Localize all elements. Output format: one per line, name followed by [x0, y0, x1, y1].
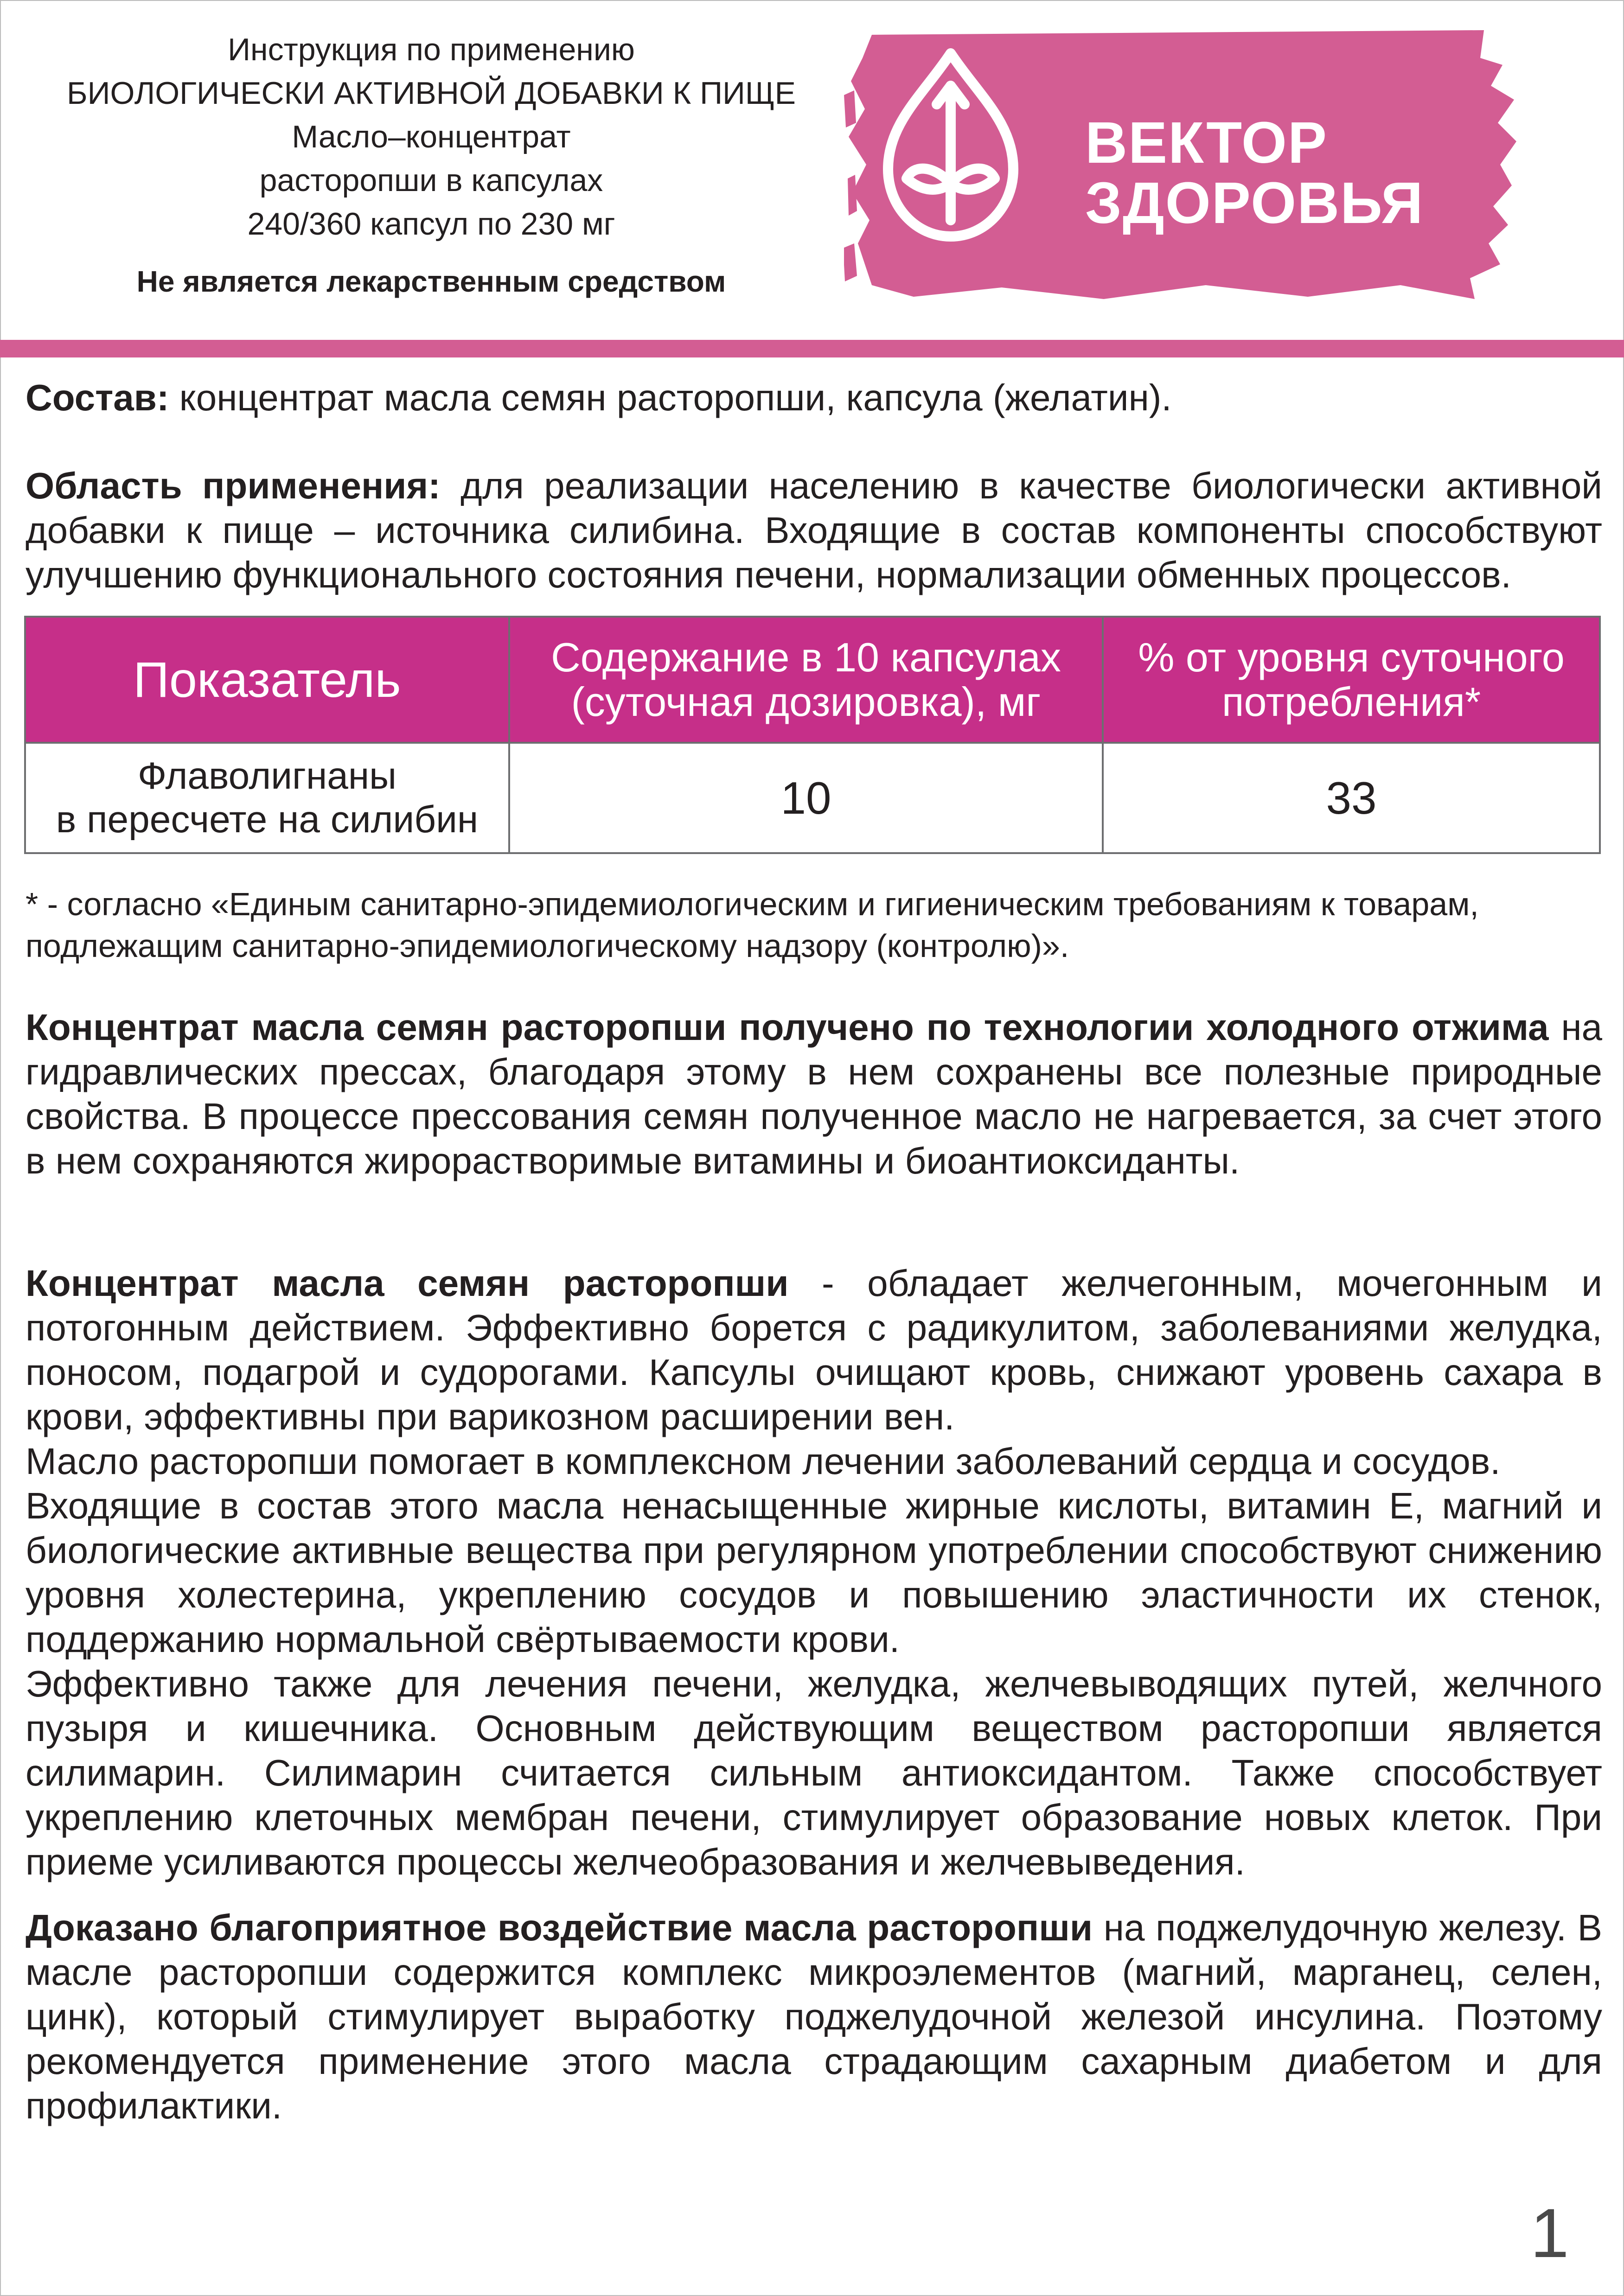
- table-header-content-line-2: (суточная дозировка), мг: [571, 679, 1041, 725]
- table-header-indicator-text: Показатель: [133, 651, 401, 708]
- table-row-indicator-line-1: Флаволигнаны: [137, 755, 397, 797]
- pancreas-bold-lead: Доказано благоприятное воздействие масла расторопши: [26, 1907, 1093, 1948]
- composition-label: Состав:: [26, 377, 169, 418]
- table-header-content: [510, 618, 1102, 742]
- brush-speckle: [844, 90, 857, 281]
- properties-text: - обладает желчегонным, мочегонным и потогонным действием. Эффективно борется с радикулитом, заболеваниями желудка, поносом, подагрой и судорогами. Капсулы очищают кровь, снижают уровень сахара в крови, эффективны при варикозном расширении вен.: [26, 1263, 1602, 1437]
- cold-press-bold-lead: Концентрат масла семян расторопши получено по технологии холодного отжима: [26, 1007, 1549, 1048]
- table-footnote: * - согласно «Единым санитарно-эпидемиологическим и гигиеническим требованиям к товарам, подлежащим санитарно-эпидемиологическому надзору (контролю)».: [26, 886, 1479, 964]
- table-header-percent: [1104, 618, 1599, 742]
- table-header-percent-line-2: потребления*: [1221, 679, 1481, 725]
- pancreas-text: на поджелудочную железу. В масле расторопши содержится комплекс микроэлементов (магний, марганец, селен, цинк), который стимулирует выработку поджелудочной железой инсулина. Поэтому рекомендуется применение этого масла страдающим сахарным диабетом и для профилактики.: [26, 1907, 1602, 2126]
- page-number: 1: [1530, 2194, 1569, 2272]
- application-text: для реализации населению в качестве биологически активной добавки к пище – источника силибина. Входящие в состав компоненты способствуют улучшению функционального состояния печени, нормализации обменных процессов.: [26, 465, 1602, 595]
- logo-word-vektor: ВЕКТОР: [1085, 110, 1328, 175]
- composition-paragraph: [26, 376, 1602, 420]
- table-row-percent-text: 33: [1326, 772, 1377, 823]
- application-paragraph: [26, 464, 1602, 597]
- properties-line-3: Входящие в состав этого масла ненасыщенные жирные кислоты, витамин Е, магний и биологические активные вещества при регулярном употреблении способствуют снижению уровня холестерина, укреплению сосудов и повышению эластичности их стенок, поддержанию нормальной свёртываемости крови.: [26, 1485, 1602, 1660]
- properties-line-4: Эффективно также для лечения печени, желудка, желчевыводящих путей, желчного пузыря и кишечника. Основным действующим веществом расторопши является силимарин. Силимарин считается сильным антиоксидантом. Также способствует укреплению клеточных мембран печени, стимулирует образование новых клеток. При приеме усиливаются процессы желчеобразования и желчевыведения.: [26, 1663, 1602, 1882]
- table-row-indicator-line-2: в пересчете на силибин: [56, 798, 479, 841]
- composition-text: концентрат масла семян расторопши, капсула (желатин).: [169, 377, 1172, 418]
- properties-line-1: [26, 1261, 1602, 1439]
- header-line-4: расторопши в капсулах: [259, 163, 603, 198]
- header-divider-stripe: [0, 340, 1624, 357]
- properties-line-2: Масло расторопши помогает в комплексном лечении заболеваний сердца и сосудов.: [26, 1441, 1501, 1482]
- table-header-percent-line-1: % от уровня суточного: [1138, 634, 1565, 680]
- application-label: Область применения:: [26, 465, 441, 506]
- nutrient-table: [24, 616, 1601, 854]
- properties-paragraph: [26, 1261, 1602, 1884]
- table-row-percent: [1104, 744, 1599, 852]
- table-row-value-text: 10: [780, 772, 831, 823]
- table-header-content-line-1: Содержание в 10 капсулах: [551, 634, 1061, 680]
- table-header-indicator: [26, 618, 508, 742]
- table-row-value: [510, 744, 1102, 852]
- header-line-1: Инструкция по применению: [228, 32, 635, 67]
- properties-bold-lead: Концентрат масла семян расторопши: [26, 1263, 789, 1304]
- cold-press-paragraph: [26, 1005, 1602, 1183]
- not-a-medicine-notice: Не является лекарственным средством: [136, 265, 726, 298]
- header-line-5: 240/360 капсул по 230 мг: [247, 206, 615, 242]
- pancreas-paragraph: [26, 1906, 1602, 2128]
- table-row-indicator: [26, 744, 508, 852]
- header-line-2: БИОЛОГИЧЕСКИ АКТИВНОЙ ДОБАВКИ К ПИЩЕ: [66, 76, 796, 111]
- logo-word-zdorovya: ЗДОРОВЬЯ: [1085, 170, 1424, 236]
- cold-press-text: на гидравлических прессах, благодаря этому в нем сохранены все полезные природные свойства. В процессе прессования семян полученное масло не нагревается, за счет этого в нем сохраняются жирорастворимые витамины и биоантиоксиданты.: [26, 1007, 1603, 1181]
- header-block: [19, 28, 844, 303]
- header-line-3: Масло–концентрат: [292, 119, 571, 154]
